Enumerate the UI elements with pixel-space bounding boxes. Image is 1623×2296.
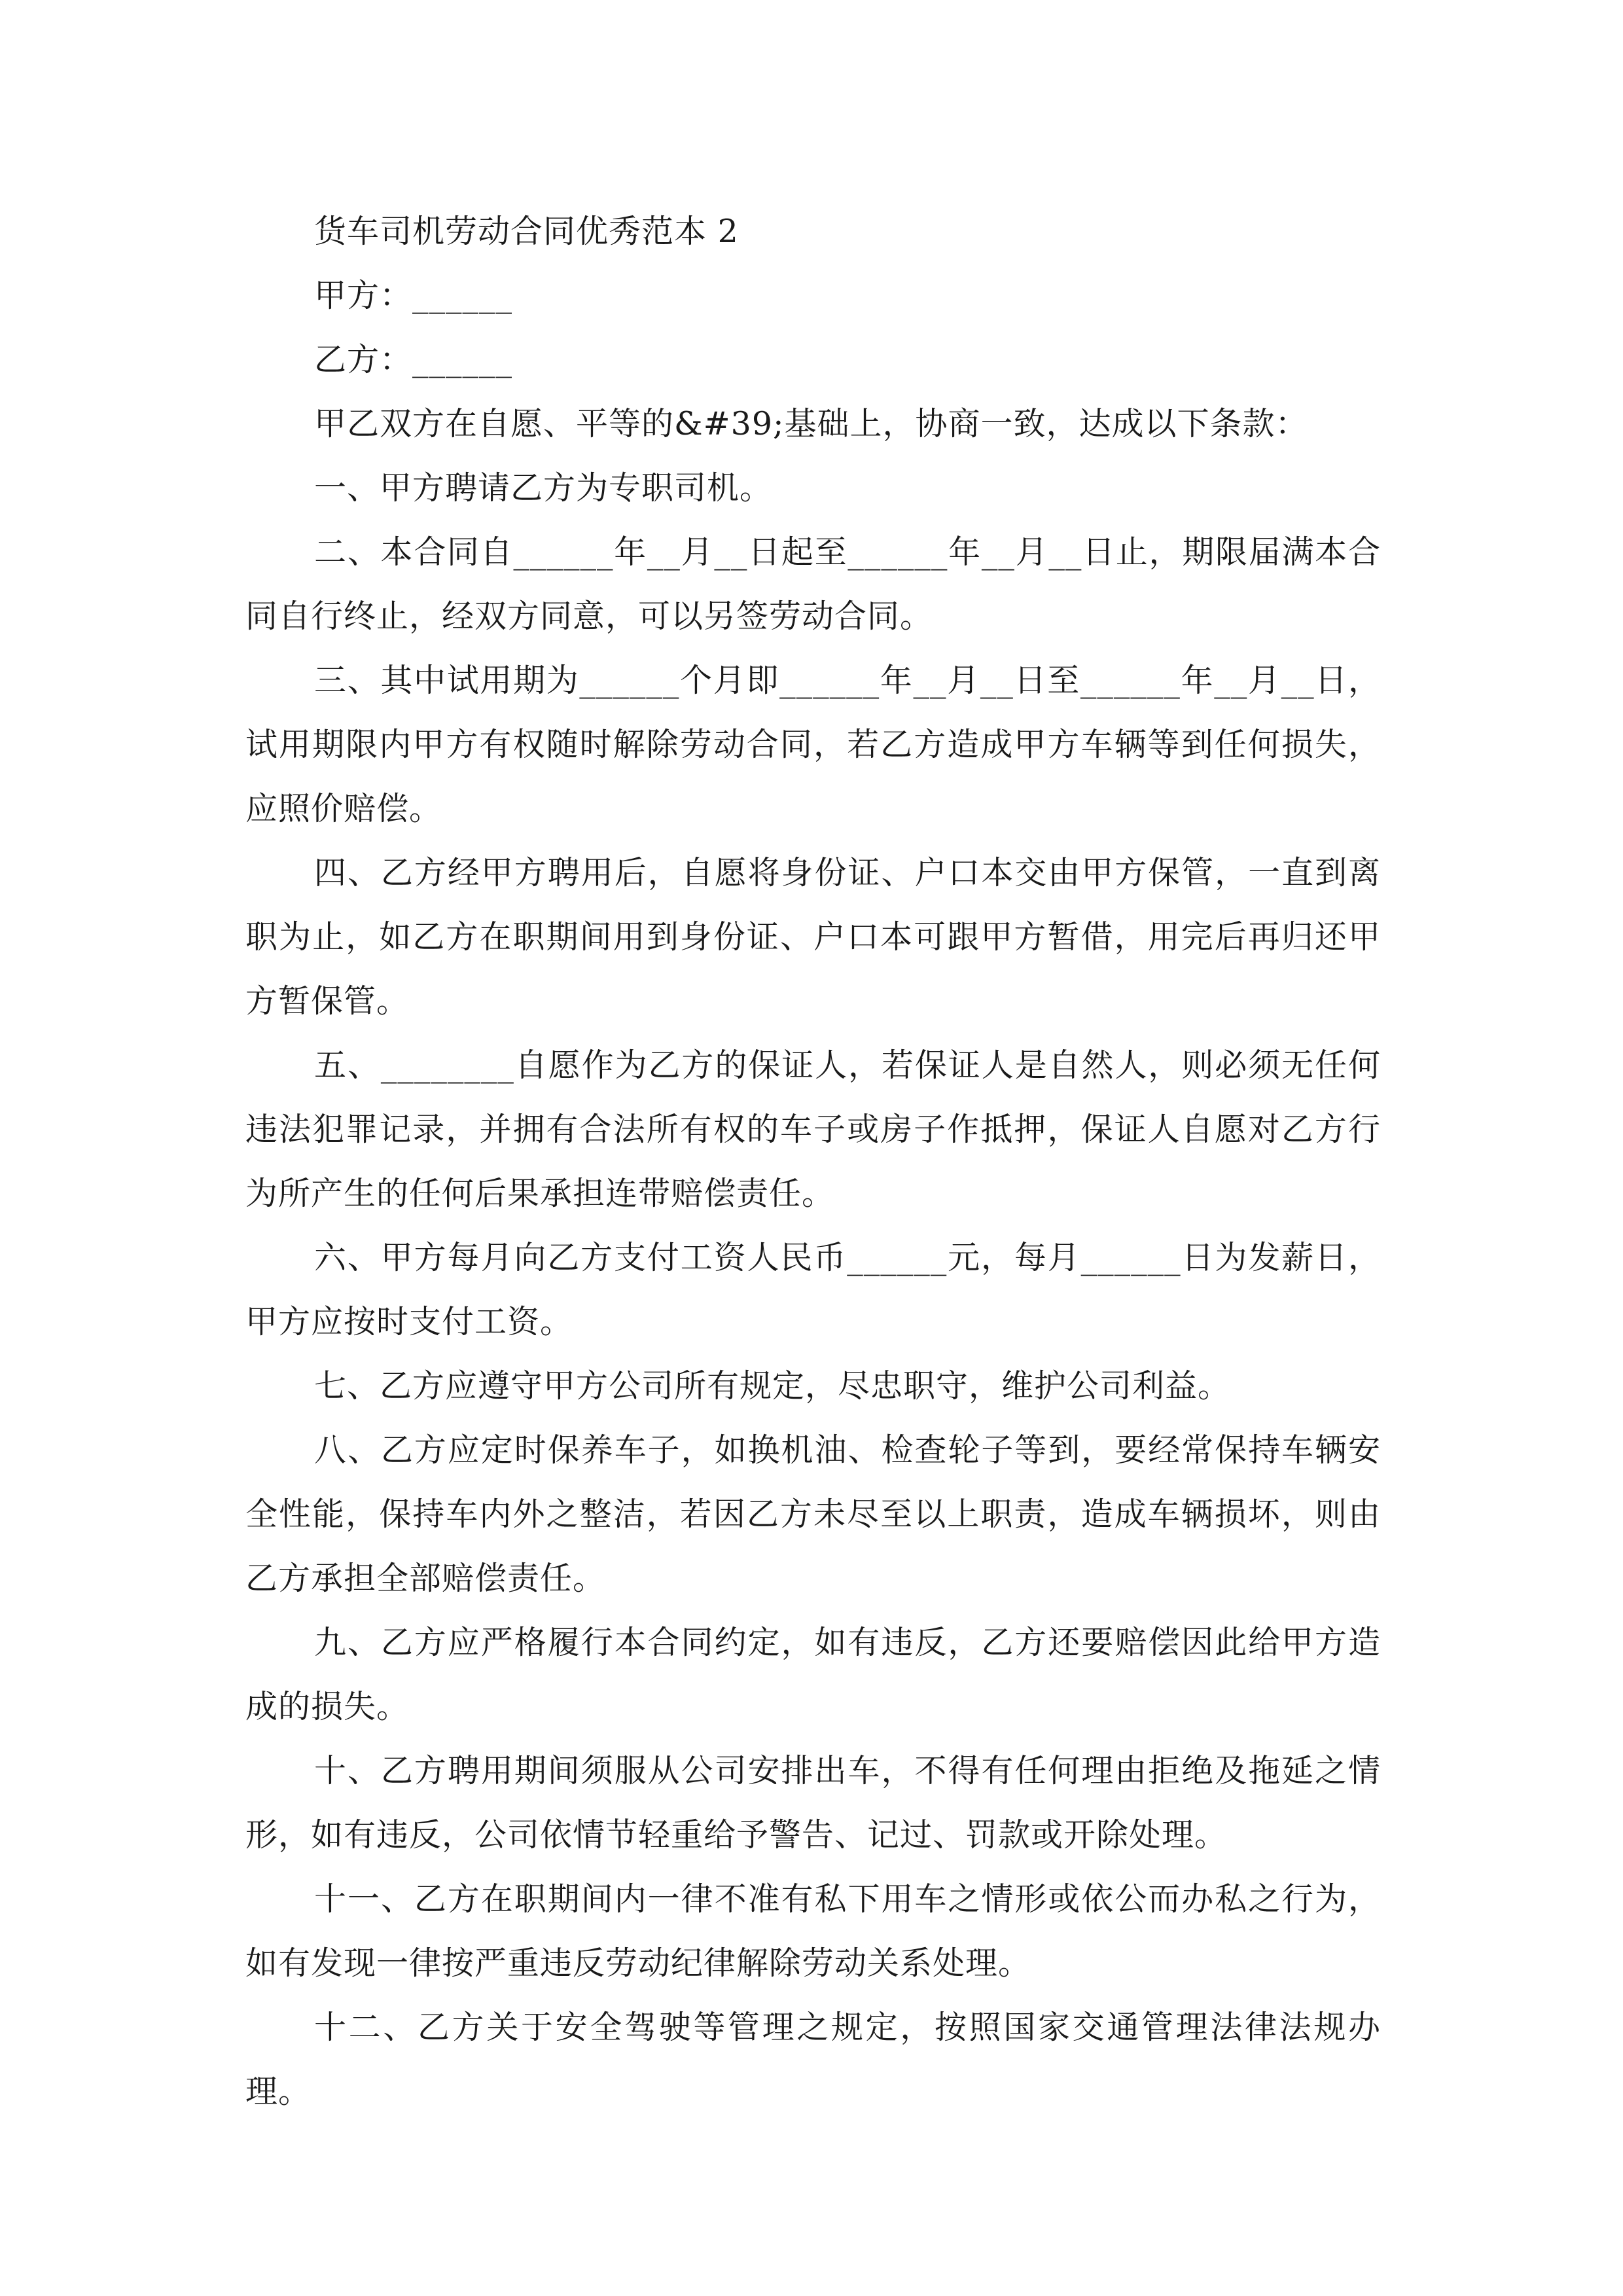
clause-3: 三、其中试用期为______个月即______年__月__日至______年__月__日，试用期限内甲方有权随时解除劳动合同，若乙方造成甲方车辆等到任何损失，应照价赔偿。 <box>245 662 1381 827</box>
document-body <box>245 200 1381 2124</box>
clause-2: 二、本合同自______年__月__日起至______年__月__日止，期限届满本合同自行终止，经双方同意，可以另签劳动合同。 <box>245 533 1381 635</box>
party-a-line: 甲方：______ <box>314 277 513 314</box>
clause-6: 六、甲方每月向乙方支付工资人民币______元，每月______日为发薪日，甲方应按时支付工资。 <box>245 1239 1381 1340</box>
clause-9: 九、乙方应严格履行本合同约定，如有违反，乙方还要赔偿因此给甲方造成的损失。 <box>245 1624 1381 1725</box>
clause-7: 七、乙方应遵守甲方公司所有规定，尽忠职守，维护公司利益。 <box>314 1367 1231 1405</box>
clause-11: 十一、乙方在职期间内一律不准有私下用车之情形或依公而办私之行为，如有发现一律按严重违反劳动纪律解除劳动关系处理。 <box>245 1880 1381 1982</box>
clause-4: 四、乙方经甲方聘用后，自愿将身份证、户口本交由甲方保管，一直到离职为止，如乙方在职期间用到身份证、户口本可跟甲方暂借，用完后再归还甲方暂保管。 <box>245 854 1381 1020</box>
clause-8: 八、乙方应定时保养车子，如换机油、检查轮子等到，要经常保持车辆安全性能，保持车内外之整洁，若因乙方未尽至以上职责，造成车辆损坏，则由乙方承担全部赔偿责任。 <box>245 1431 1381 1597</box>
intro-paragraph: 甲乙双方在自愿、平等的&#39;基础上，协商一致，达成以下条款： <box>314 405 1308 442</box>
clause-5: 五、________自愿作为乙方的保证人，若保证人是自然人，则必须无任何违法犯罪记录，并拥有合法所有权的车子或房子作抵押，保证人自愿对乙方行为所产生的任何后果承担连带赔偿责任。 <box>245 1047 1381 1212</box>
clause-12: 十二、乙方关于安全驾驶等管理之规定，按照国家交通管理法律法规办理。 <box>245 2009 1381 2110</box>
party-b-line: 乙方：______ <box>314 341 513 378</box>
clause-1: 一、甲方聘请乙方为专职司机。 <box>314 469 773 507</box>
clause-10: 十、乙方聘用期间须服从公司安排出车，不得有任何理由拒绝及拖延之情形，如有违反，公司依情节轻重给予警告、记过、罚款或开除处理。 <box>245 1752 1381 1854</box>
document-title: 货车司机劳动合同优秀范本 2 <box>314 213 739 250</box>
